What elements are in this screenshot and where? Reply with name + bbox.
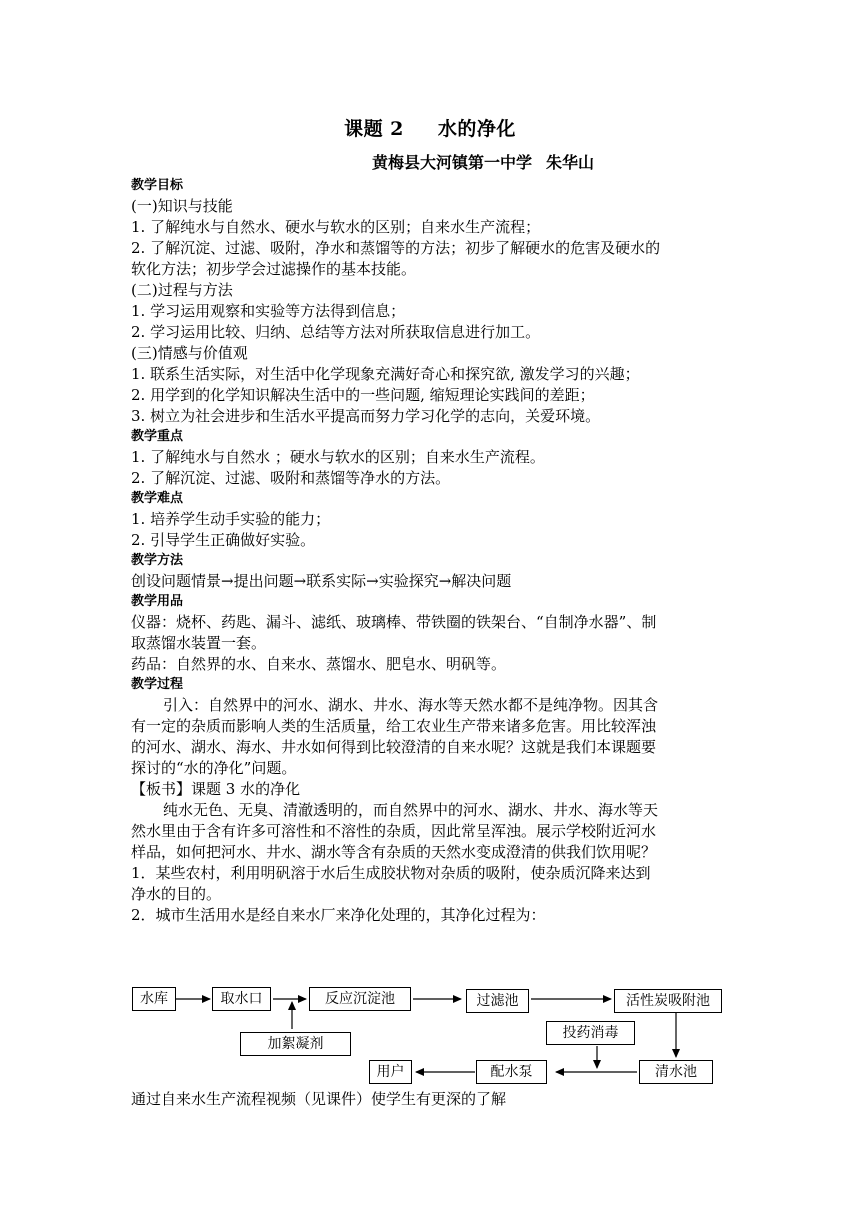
text-line: (三)情感与价值观 bbox=[131, 344, 248, 362]
lesson-name: 水的净化 bbox=[437, 118, 516, 140]
flow-box-filter: 过滤池 bbox=[466, 989, 529, 1013]
text-line: 1. 联系生活实际，对生活中化学现象充满好奇心和探究欲, 激发学习的兴趣； bbox=[131, 365, 640, 383]
flow-box-clear-water: 清水池 bbox=[639, 1060, 713, 1084]
author-line bbox=[372, 150, 594, 173]
flow-box-reservoir: 水库 bbox=[132, 987, 176, 1011]
text-line: 2. 引导学生正确做好实验。 bbox=[131, 531, 316, 549]
text-line: 仪器：烧杯、药匙、漏斗、滤纸、玻璃棒、带铁圈的铁架台、“自制净水器”、制 bbox=[131, 613, 657, 631]
text-line: 然水里由于含有许多可溶性和不溶性的杂质，因此常呈浑浊。展示学校附近河水 bbox=[131, 822, 657, 840]
section-heading: 教学用品 bbox=[131, 594, 184, 609]
text-line: 软化方法；初步学会过滤操作的基本技能。 bbox=[131, 260, 417, 278]
section-heading: 教学过程 bbox=[131, 677, 184, 692]
text-line: 2. 用学到的化学知识解决生活中的一些问题, 缩短理论实践间的差距； bbox=[131, 386, 595, 404]
flow-box-pump: 配水泵 bbox=[476, 1060, 547, 1084]
flow-box-sedimentation: 反应沉淀池 bbox=[309, 987, 411, 1011]
section-heading: 教学难点 bbox=[131, 491, 184, 506]
text-line: 探讨的“水的净化”问题。 bbox=[131, 759, 297, 777]
text-line: 2. 学习运用比较、归纳、总结等方法对所获取信息进行加工。 bbox=[131, 323, 541, 341]
author-name: 朱华山 bbox=[546, 153, 595, 172]
text-line: 2．城市生活用水是经自来水厂来净化处理的，其净化过程为： bbox=[131, 906, 546, 924]
text-line: 2. 了解沉淀、过滤、吸附和蒸馏等净水的方法。 bbox=[131, 469, 451, 487]
text-line: 1. 了解纯水与自然水 ；硬水与软水的区别；自来水生产流程。 bbox=[131, 448, 545, 466]
text-line: 有一定的杂质而影响人类的生活质量，给工农业生产带来诸多危害。用比较浑浊 bbox=[131, 717, 657, 735]
text-line: 2. 了解沉淀、过滤、吸附，净水和蒸馏等的方法；初步了解硬水的危害及硬水的 bbox=[131, 239, 661, 257]
text-line: 引入：自然界中的河水、湖水、井水、海水等天然水都不是纯净物。因其含 bbox=[163, 696, 659, 714]
text-line: 1．某些农村，利用明矾溶于水后生成胶状物对杂质的吸附，使杂质沉降来达到 bbox=[131, 864, 651, 882]
text-line: 药品：自然界的水、自来水、蒸馏水、肥皂水、明矾等。 bbox=[131, 655, 507, 673]
flow-box-user: 用户 bbox=[369, 1060, 412, 1084]
text-line: 样品，如何把河水、井水、湖水等含有杂质的天然水变成澄清的供我们饮用呢？ bbox=[131, 843, 657, 861]
section-heading: 教学目标 bbox=[131, 178, 184, 193]
text-line: 的河水、湖水、海水、井水如何得到比较澄清的自来水呢？这就是我们本课题要 bbox=[131, 738, 657, 756]
lesson-body bbox=[131, 176, 731, 926]
text-line: (一)知识与技能 bbox=[131, 197, 233, 215]
text-line: 3. 树立为社会进步和生活水平提高而努力学习化学的志向，关爱环境。 bbox=[131, 407, 601, 425]
flow-box-carbon: 活性炭吸附池 bbox=[614, 989, 722, 1013]
section-heading: 教学重点 bbox=[131, 429, 184, 444]
lesson-number: 课题 2 bbox=[344, 118, 404, 140]
flow-box-intake: 取水口 bbox=[212, 987, 271, 1011]
text-line: 纯水无色、无臭、清澈透明的，而自然界中的河水、湖水、井水、海水等天 bbox=[163, 801, 659, 819]
text-line: (二)过程与方法 bbox=[131, 281, 233, 299]
text-line: 取蒸馏水装置一套。 bbox=[131, 634, 267, 652]
lesson-title bbox=[0, 114, 860, 141]
closing-line: 通过自来水生产流程视频（见课件）使学生有更深的了解 bbox=[131, 1090, 507, 1108]
flow-box-disinfect: 投药消毒 bbox=[546, 1021, 635, 1045]
text-line: 1. 培养学生动手实验的能力； bbox=[131, 510, 331, 528]
author-school: 黄梅县大河镇第一中学 bbox=[372, 153, 533, 172]
text-line: 净水的目的。 bbox=[131, 885, 222, 903]
section-heading: 教学方法 bbox=[131, 553, 184, 568]
text-line: 1. 了解纯水与自然水、硬水与软水的区别；自来水生产流程； bbox=[131, 218, 541, 236]
text-line: 创设问题情景→提出问题→联系实际→实验探究→解决问题 bbox=[131, 572, 512, 590]
flow-box-coagulant: 加絮凝剂 bbox=[240, 1032, 351, 1056]
text-line: 1. 学习运用观察和实验等方法得到信息； bbox=[131, 302, 406, 320]
text-line: 【板书】课题 3 水的净化 bbox=[131, 780, 301, 798]
